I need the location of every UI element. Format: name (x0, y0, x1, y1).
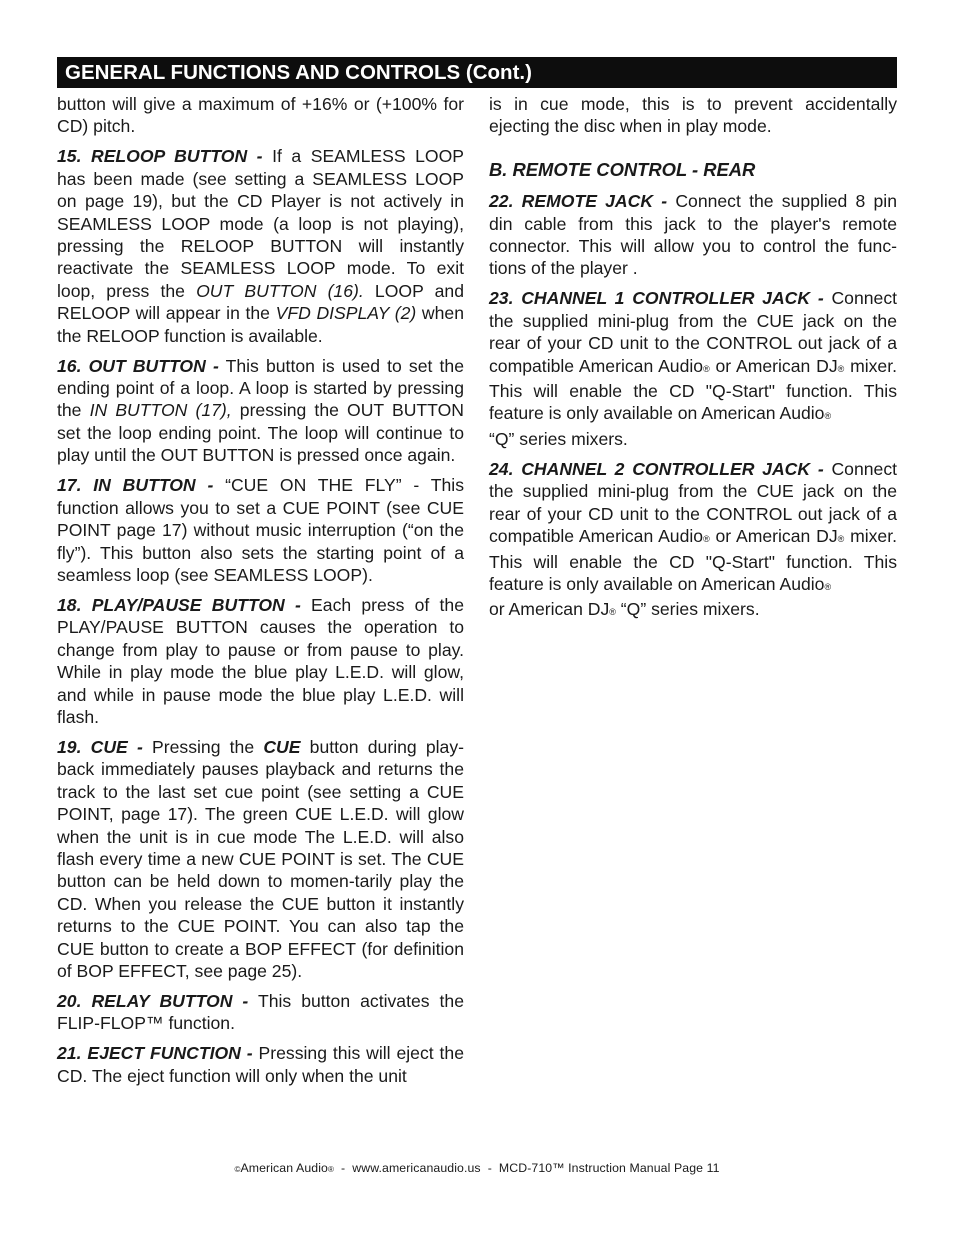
item-label: 18. PLAY/PAUSE BUTTON - (57, 594, 301, 615)
item-16-out-button: 16. OUT BUTTON - This button is used to set the ending point of a loop. A loop is started by pressing the IN BUTTON (17), pressing the OUT BUTTON set the loop ending point. The loop will continue to play until the OUT BUTTON is pressed once again. (57, 355, 464, 466)
item-23-channel-1-controller-jack: 23. CHANNEL 1 CONTROLLER JACK - Connect the supplied mini-plug from the CUE jack on the rear of your CD unit to the CONTROL out jack of a compatible American Audio® or American DJ® mixer. This will enable the CD "Q-Start" function. This feature is only available on American Audio® “Q” series mixers. (489, 288, 897, 449)
subsection-heading: B. REMOTE CONTROL - REAR (489, 158, 756, 180)
left-column (57, 93, 464, 1095)
item-label: 16. OUT BUTTON - (57, 355, 219, 376)
right-column (489, 93, 897, 631)
continued-paragraph: is in cue mode, this is to prevent accidentally ejecting the disc when in play mode. (489, 94, 897, 137)
item-label: 19. CUE - (57, 736, 143, 757)
item-21-eject-function: 21. EJECT FUNCTION - Pressing this will eject the CD. The eject function will only when the unit (57, 1043, 465, 1086)
section-header (57, 57, 897, 88)
continued-paragraph: button will give a maximum of +16% or (+100% for CD) pitch. (57, 94, 464, 137)
item-label: 17. IN BUTTON - (57, 475, 214, 496)
item-15-reloop-button: 15. RELOOP BUTTON - If a SEAMLESS LOOP has been made (see setting a SEAMLESS LOOP on page 19), but the CD Player is not actively in SEAMLESS LOOP mode (a loop is not playing), pressing the RELOOP BUTTON will instantly reactivate the SEAMLESS LOOP mode. To exit loop, press the OUT BUTTON (16). LOOP and RELOOP will appear in the VFD DISPLAY (2) when the RELOOP function is available. (57, 146, 464, 346)
item-label: 22. REMOTE JACK - (489, 191, 668, 212)
page-footer: ©American Audio® - www.americanaudio.us - MCD-710™ Instruction Manual Page 11 (234, 1161, 720, 1175)
item-18-play-pause-button: 18. PLAY/PAUSE BUTTON - Each press of the PLAY/PAUSE BUTTON causes the operation to change from play to pause or from pause to play. While in play mode the blue play L.E.D. will glow, and while in pause mode the blue play L.E.D. will flash. (57, 594, 464, 727)
item-22-remote-jack: 22. REMOTE JACK - Connect the supplied 8 pin din cable from this jack to the player's remote connector. This will allow you to control the func-tions of the player . (489, 191, 897, 279)
item-19-cue: 19. CUE - Pressing the CUE button during play-back immediately pauses playback and returns the track to the last set cue point (see setting a CUE POINT, page 17). The green CUE L.E.D. will glow when the unit is in cue mode The L.E.D. will also flash every time a new CUE POINT is set. The CUE button can be held down to momen-tarily play the CD. When you release the CUE button it instantly returns to the CUE POINT. You can also tap the CUE button to create a BOP EFFECT (for definition of BOP EFFECT, see page 25). (57, 736, 465, 981)
item-label: 15. RELOOP BUTTON - (57, 146, 263, 167)
item-20-relay-button: 20. RELAY BUTTON - This button activates the FLIP-FLOP™ function. (57, 991, 465, 1034)
item-label: 21. EJECT FUNCTION - (57, 1043, 253, 1064)
section-title: GENERAL FUNCTIONS AND CONTROLS (Cont.) (65, 61, 532, 84)
item-label: 24. CHANNEL 2 CONTROLLER JACK - (489, 458, 824, 479)
item-24-channel-2-controller-jack: 24. CHANNEL 2 CONTROLLER JACK - Connect the supplied mini-plug from the CUE jack on the rear of your CD unit to the CONTROL out jack of a compatible American Audio® or American DJ® mixer. This will enable the CD "Q-Start" function. This feature is only available on American Audio® or American DJ® “Q” series mixers. (489, 458, 897, 620)
item-label: 20. RELAY BUTTON - (57, 991, 249, 1011)
item-label: 23. CHANNEL 1 CONTROLLER JACK - (489, 288, 824, 309)
item-17-in-button: 17. IN BUTTON - “CUE ON THE FLY” - This function allows you to set a CUE POINT (see CUE POINT page 17) without music interruption (“on the fly”). This button also sets the starting point of a seamless loop (see SEAMLESS LOOP). (57, 475, 464, 585)
